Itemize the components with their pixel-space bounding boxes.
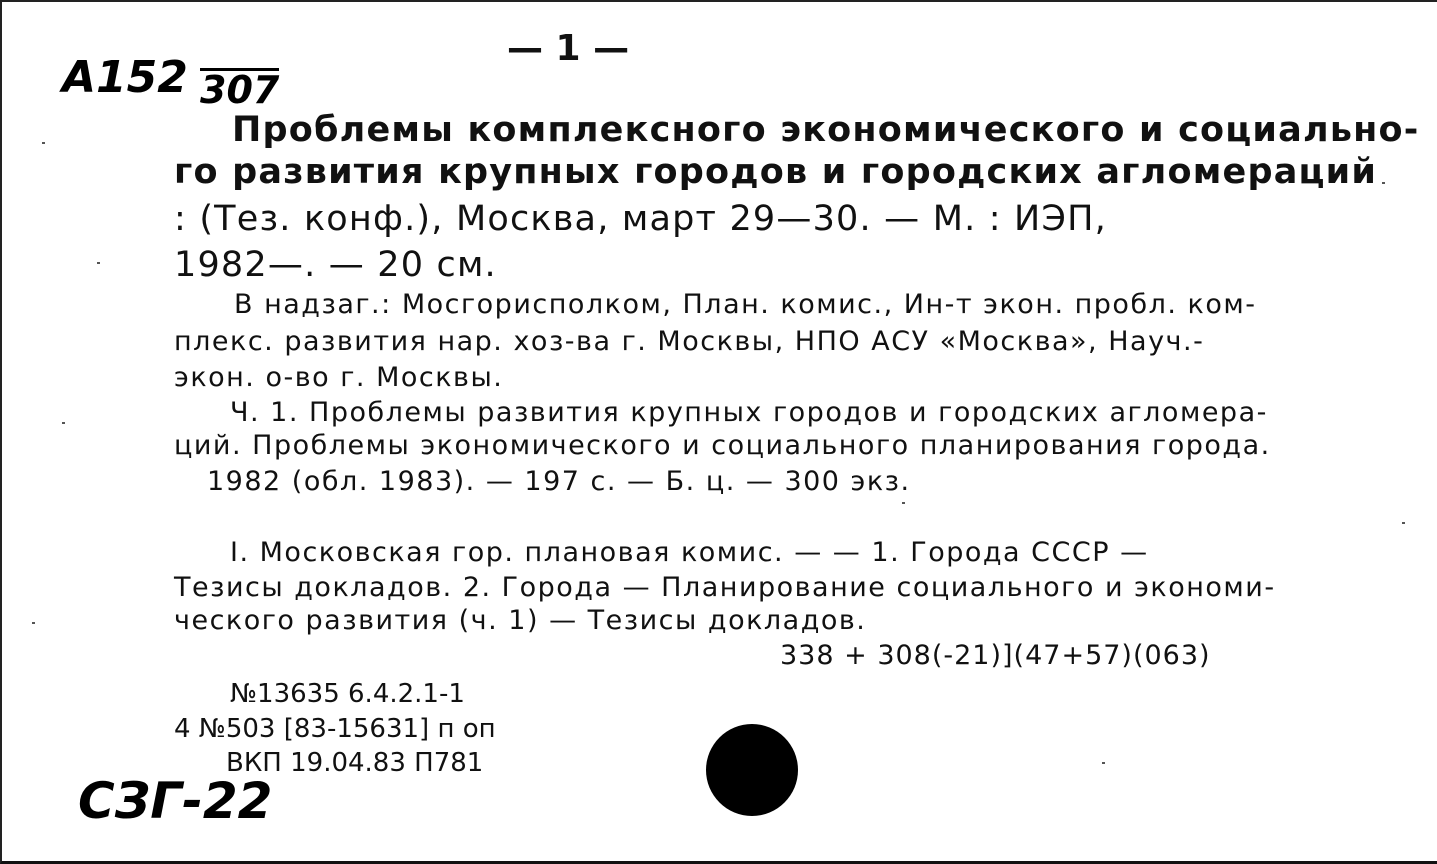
punch-hole <box>706 724 798 816</box>
note-line: экон. о-во г. Москвы. <box>174 362 504 393</box>
page-mark: — 1 — <box>507 28 630 69</box>
record-line: ВКП 19.04.83 П781 <box>226 748 484 778</box>
note-line: плекс. развития нар. хоз-ва г. Москвы, НПО АСУ «Москва», Науч.- <box>174 326 1205 357</box>
part-line: 1982 (обл. 1983). — 197 с. — Б. ц. — 300 экз. <box>207 466 911 497</box>
scan-speck <box>32 622 35 624</box>
shelf-mark: A152 <box>62 52 188 103</box>
bottom-handwritten-code: СЗГ-22 <box>78 772 273 830</box>
title-line: Проблемы комплексного экономического и социально- <box>232 110 1420 150</box>
part-line: ций. Проблемы экономического и социального планирования города. <box>174 430 1271 461</box>
title-line: го развития крупных городов и городских агломераций <box>174 152 1378 192</box>
part-line: Ч. 1. Проблемы развития крупных городов и городских агломера- <box>230 397 1268 428</box>
scan-speck <box>1402 522 1405 524</box>
record-line: 4 №503 [83-15631] п оп <box>174 714 496 744</box>
record-line: №13635 6.4.2.1-1 <box>230 679 465 709</box>
scan-speck <box>902 502 905 504</box>
title-line: 1982—. — 20 см. <box>174 245 497 285</box>
note-line: В надзаг.: Мосгорисполком, План. комис., Ин-т экон. пробл. ком- <box>234 289 1257 320</box>
scan-speck <box>1382 182 1385 184</box>
subject-line: I. Московская гор. плановая комис. — — 1. Города СССР — <box>230 537 1149 568</box>
scan-speck <box>1102 762 1105 764</box>
subject-line: Тезисы докладов. 2. Города — Планирование социального и экономи- <box>174 572 1276 603</box>
subject-line: ческого развития (ч. 1) — Тезисы докладов. <box>174 605 867 636</box>
call-number: 307 <box>200 68 280 112</box>
classification-index: 338 + 308(-21)](47+57)(063) <box>780 640 1211 671</box>
scan-speck <box>62 422 65 424</box>
scan-speck <box>42 142 45 144</box>
scan-speck <box>97 262 100 264</box>
title-line: : (Тез. конф.), Москва, март 29—30. — М. : ИЭП, <box>174 199 1107 239</box>
